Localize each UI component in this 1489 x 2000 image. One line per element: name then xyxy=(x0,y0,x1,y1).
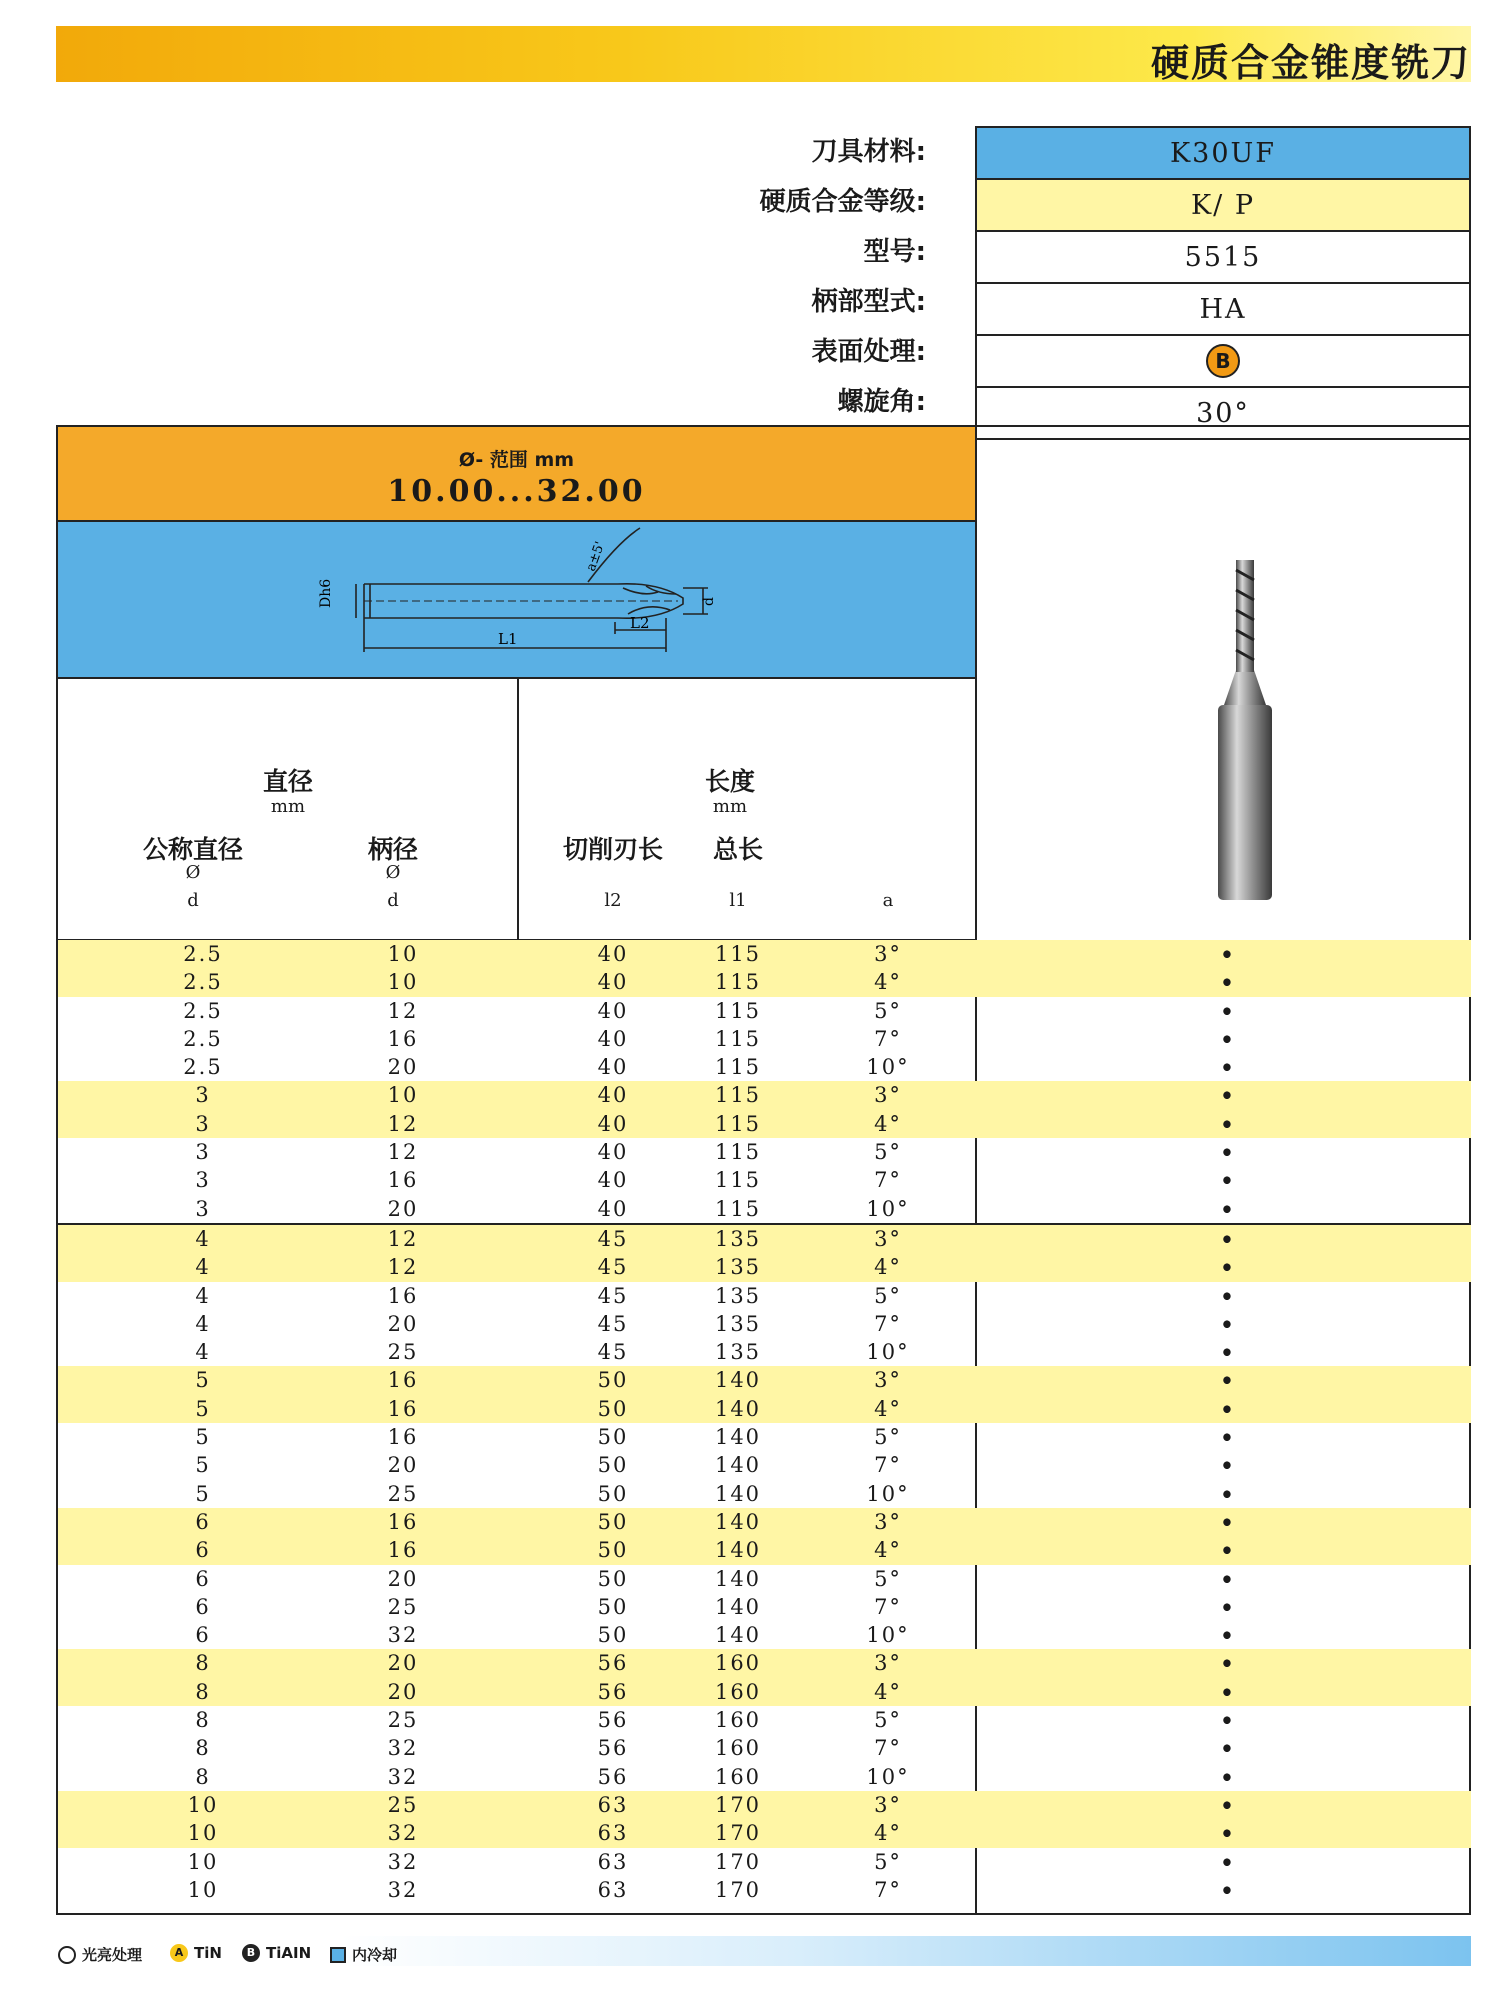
cell-cut-length: 40 xyxy=(597,1196,629,1221)
cell-cut-length: 40 xyxy=(597,1111,629,1136)
header-diameter: 直径 xyxy=(262,767,313,796)
cell-shank-diameter: 16 xyxy=(387,1168,419,1193)
cell-shank-diameter: 32 xyxy=(387,1623,419,1648)
cell-cut-length: 40 xyxy=(597,1140,629,1165)
cell-shank-diameter: 32 xyxy=(387,1821,419,1846)
cell-cut-length: 63 xyxy=(597,1792,629,1817)
dh6-label: Dh6 xyxy=(318,578,334,608)
cell-taper-angle: 3° xyxy=(874,1083,902,1108)
table-row xyxy=(58,968,1471,996)
cell-shank-diameter: 16 xyxy=(387,1283,419,1308)
table-row xyxy=(58,1451,1471,1479)
cell-total-length: 140 xyxy=(714,1566,762,1591)
cell-total-length: 170 xyxy=(714,1792,762,1817)
cell-total-length: 115 xyxy=(714,1168,762,1193)
cell-nominal-diameter: 6 xyxy=(195,1566,211,1591)
table-row xyxy=(58,1366,1471,1394)
header-nominal: 公称直径 xyxy=(142,835,243,864)
cell-taper-angle: 5° xyxy=(874,1140,902,1165)
cell-taper-angle: 7° xyxy=(874,1736,902,1761)
cell-total-length: 140 xyxy=(714,1594,762,1619)
legend xyxy=(58,1940,1471,1970)
availability-dot: • xyxy=(1220,1311,1236,1337)
l2-label: L2 xyxy=(630,614,650,632)
tialn-badge-icon: B xyxy=(242,1944,260,1962)
cell-cut-length: 45 xyxy=(597,1255,629,1280)
diameter-range xyxy=(58,427,975,522)
cell-cut-length: 50 xyxy=(597,1425,629,1450)
legend-tialn-label: TiAIN xyxy=(266,1944,312,1962)
cell-total-length: 115 xyxy=(714,998,762,1023)
table-row xyxy=(58,1166,1471,1194)
cell-taper-angle: 10° xyxy=(866,1055,910,1080)
cell-total-length: 140 xyxy=(714,1538,762,1563)
cell-cut-length: 40 xyxy=(597,1083,629,1108)
cell-nominal-diameter: 10 xyxy=(187,1821,219,1846)
cell-total-length: 140 xyxy=(714,1509,762,1534)
tin-badge-icon: A xyxy=(170,1944,188,1962)
availability-dot: • xyxy=(1220,1196,1236,1222)
cell-total-length: 170 xyxy=(714,1877,762,1902)
table-row xyxy=(58,1763,1471,1791)
cell-total-length: 115 xyxy=(714,1026,762,1051)
availability-dot: • xyxy=(1220,1140,1236,1166)
cell-shank-diameter: 10 xyxy=(387,970,419,995)
header-shank: 柄径 xyxy=(367,835,418,864)
cell-nominal-diameter: 5 xyxy=(195,1453,211,1478)
table-row xyxy=(58,997,1471,1025)
availability-dot: • xyxy=(1220,1708,1236,1734)
spec-model: 5515 xyxy=(976,231,1470,283)
header-total-length: 总长 xyxy=(712,835,763,864)
table-row xyxy=(58,1195,1471,1223)
header-cut-length: 切削刃长 xyxy=(562,835,663,864)
title-banner xyxy=(56,26,1471,85)
header-nominal-sym: Ø xyxy=(185,862,201,883)
cell-nominal-diameter: 6 xyxy=(195,1509,211,1534)
availability-dot: • xyxy=(1220,1226,1236,1252)
header-length: 长度 xyxy=(704,767,755,796)
table-row xyxy=(58,1536,1471,1564)
cell-shank-diameter: 25 xyxy=(387,1340,419,1365)
cell-taper-angle: 3° xyxy=(874,1509,902,1534)
legend-polished xyxy=(58,1944,142,1965)
cell-cut-length: 63 xyxy=(597,1877,629,1902)
availability-dot: • xyxy=(1220,1651,1236,1677)
cell-taper-angle: 5° xyxy=(874,1283,902,1308)
cell-nominal-diameter: 6 xyxy=(195,1538,211,1563)
cell-shank-diameter: 16 xyxy=(387,1396,419,1421)
availability-dot: • xyxy=(1220,1538,1236,1564)
table-row xyxy=(58,1081,1471,1109)
cell-total-length: 140 xyxy=(714,1396,762,1421)
cell-shank-diameter: 16 xyxy=(387,1538,419,1563)
availability-dot: • xyxy=(1220,1849,1236,1875)
cell-shank-diameter: 16 xyxy=(387,1026,419,1051)
legend-tin-label: TiN xyxy=(194,1944,222,1962)
cell-taper-angle: 7° xyxy=(874,1168,902,1193)
cell-total-length: 160 xyxy=(714,1736,762,1761)
cell-taper-angle: 3° xyxy=(874,1226,902,1251)
cell-taper-angle: 7° xyxy=(874,1594,902,1619)
cell-shank-diameter: 16 xyxy=(387,1368,419,1393)
cell-cut-length: 63 xyxy=(597,1821,629,1846)
table-row xyxy=(58,1053,1471,1081)
spec-label-coating: 表面处理: xyxy=(811,337,926,367)
cell-shank-diameter: 20 xyxy=(387,1679,419,1704)
cell-shank-diameter: 10 xyxy=(387,1083,419,1108)
angle-label: a±5' xyxy=(583,539,609,574)
cell-nominal-diameter: 3 xyxy=(195,1196,211,1221)
spec-coating xyxy=(976,335,1470,387)
cell-total-length: 160 xyxy=(714,1651,762,1676)
table-row xyxy=(58,1110,1471,1138)
cell-cut-length: 50 xyxy=(597,1566,629,1591)
table-header-divider xyxy=(517,679,519,939)
cell-total-length: 170 xyxy=(714,1821,762,1846)
header-total-var: l1 xyxy=(729,890,747,911)
cell-shank-diameter: 20 xyxy=(387,1453,419,1478)
cell-total-length: 135 xyxy=(714,1311,762,1336)
cell-taper-angle: 3° xyxy=(874,1792,902,1817)
cell-total-length: 140 xyxy=(714,1453,762,1478)
cell-nominal-diameter: 6 xyxy=(195,1594,211,1619)
header-diameter-unit: mm xyxy=(270,796,306,817)
cell-shank-diameter: 16 xyxy=(387,1509,419,1534)
cell-shank-diameter: 32 xyxy=(387,1849,419,1874)
legend-coolant-label: 内冷却 xyxy=(352,1946,398,1964)
availability-dot: • xyxy=(1220,1764,1236,1790)
cell-total-length: 170 xyxy=(714,1849,762,1874)
table-row xyxy=(58,1565,1471,1593)
cell-total-length: 160 xyxy=(714,1679,762,1704)
cell-total-length: 140 xyxy=(714,1425,762,1450)
table-row xyxy=(58,1310,1471,1338)
cell-shank-diameter: 25 xyxy=(387,1708,419,1733)
spec-label-grade: 硬质合金等级: xyxy=(759,187,926,217)
cell-shank-diameter: 32 xyxy=(387,1764,419,1789)
cell-cut-length: 45 xyxy=(597,1340,629,1365)
spec-labels xyxy=(700,127,932,427)
l1-label: L1 xyxy=(498,630,518,648)
cell-nominal-diameter: 5 xyxy=(195,1368,211,1393)
cell-total-length: 115 xyxy=(714,1196,762,1221)
legend-polished-label: 光亮处理 xyxy=(82,1946,143,1964)
cell-total-length: 160 xyxy=(714,1764,762,1789)
cell-nominal-diameter: 8 xyxy=(195,1679,211,1704)
table-row xyxy=(58,1706,1471,1734)
cell-cut-length: 50 xyxy=(597,1481,629,1506)
cell-nominal-diameter: 2.5 xyxy=(183,998,223,1023)
cell-taper-angle: 10° xyxy=(866,1481,910,1506)
cell-nominal-diameter: 2.5 xyxy=(183,1055,223,1080)
cell-nominal-diameter: 8 xyxy=(195,1736,211,1761)
cell-shank-diameter: 25 xyxy=(387,1792,419,1817)
cell-nominal-diameter: 5 xyxy=(195,1481,211,1506)
cell-taper-angle: 4° xyxy=(874,1396,902,1421)
cell-taper-angle: 7° xyxy=(874,1877,902,1902)
cell-nominal-diameter: 4 xyxy=(195,1283,211,1308)
table-row xyxy=(58,1621,1471,1649)
legend-tialn xyxy=(242,1944,311,1962)
cell-shank-diameter: 12 xyxy=(387,1255,419,1280)
cell-total-length: 160 xyxy=(714,1708,762,1733)
cell-taper-angle: 3° xyxy=(874,1651,902,1676)
cell-cut-length: 50 xyxy=(597,1538,629,1563)
cell-cut-length: 56 xyxy=(597,1708,629,1733)
cell-nominal-diameter: 4 xyxy=(195,1311,211,1336)
cell-cut-length: 45 xyxy=(597,1311,629,1336)
spec-shank: HA xyxy=(976,283,1470,335)
table-row xyxy=(58,1678,1471,1706)
cell-nominal-diameter: 10 xyxy=(187,1877,219,1902)
availability-dot: • xyxy=(1220,1055,1236,1081)
cell-nominal-diameter: 8 xyxy=(195,1764,211,1789)
cell-taper-angle: 5° xyxy=(874,998,902,1023)
legend-tin xyxy=(170,1944,222,1962)
spec-helix: 30° xyxy=(1196,397,1250,429)
cell-nominal-diameter: 10 xyxy=(187,1792,219,1817)
spec-label-shank: 柄部型式: xyxy=(811,287,926,317)
cell-total-length: 140 xyxy=(714,1368,762,1393)
cell-total-length: 140 xyxy=(714,1481,762,1506)
cell-taper-angle: 4° xyxy=(874,1821,902,1846)
spec-label-material: 刀具材料: xyxy=(811,137,926,167)
cell-taper-angle: 3° xyxy=(874,1368,902,1393)
cell-cut-length: 50 xyxy=(597,1509,629,1534)
availability-dot: • xyxy=(1220,970,1236,996)
cell-total-length: 115 xyxy=(714,1083,762,1108)
table-row xyxy=(58,1282,1471,1310)
cell-shank-diameter: 20 xyxy=(387,1196,419,1221)
cell-cut-length: 50 xyxy=(597,1623,629,1648)
availability-dot: • xyxy=(1220,1792,1236,1818)
cell-nominal-diameter: 6 xyxy=(195,1623,211,1648)
coating-badge-icon: B xyxy=(1206,344,1240,378)
cell-taper-angle: 7° xyxy=(874,1311,902,1336)
cell-shank-diameter: 20 xyxy=(387,1055,419,1080)
cell-cut-length: 45 xyxy=(597,1226,629,1251)
cell-taper-angle: 7° xyxy=(874,1453,902,1478)
cell-nominal-diameter: 4 xyxy=(195,1340,211,1365)
end-mill-drawing-icon xyxy=(58,522,975,677)
table-row xyxy=(58,1395,1471,1423)
cell-nominal-diameter: 3 xyxy=(195,1111,211,1136)
cell-cut-length: 40 xyxy=(597,998,629,1023)
cell-taper-angle: 10° xyxy=(866,1196,910,1221)
availability-dot: • xyxy=(1220,1877,1236,1903)
range-value: 10.00...32.00 xyxy=(387,474,646,509)
page-title: 硬质合金锥度铣刀 xyxy=(1150,41,1471,85)
availability-dot: • xyxy=(1220,1566,1236,1592)
cell-shank-diameter: 32 xyxy=(387,1877,419,1902)
cell-nominal-diameter: 5 xyxy=(195,1396,211,1421)
circle-icon xyxy=(58,1946,76,1964)
availability-dot: • xyxy=(1220,1509,1236,1535)
cell-shank-diameter: 10 xyxy=(387,942,419,966)
spec-grade: K/ P xyxy=(976,179,1470,231)
spec-material: K30UF xyxy=(976,127,1470,179)
availability-dot: • xyxy=(1220,1340,1236,1366)
cell-shank-diameter: 12 xyxy=(387,998,419,1023)
cell-taper-angle: 5° xyxy=(874,1849,902,1874)
cell-cut-length: 45 xyxy=(597,1283,629,1308)
availability-dot: • xyxy=(1220,998,1236,1024)
cell-total-length: 115 xyxy=(714,942,762,966)
product-rows xyxy=(58,940,1471,1904)
cell-taper-angle: 5° xyxy=(874,1708,902,1733)
cell-cut-length: 50 xyxy=(597,1368,629,1393)
cell-total-length: 135 xyxy=(714,1255,762,1280)
header-angle-var: a xyxy=(882,890,894,911)
cell-cut-length: 40 xyxy=(597,942,629,966)
table-row xyxy=(58,1025,1471,1053)
cell-shank-diameter: 25 xyxy=(387,1481,419,1506)
availability-dot: • xyxy=(1220,1736,1236,1762)
availability-dot: • xyxy=(1220,942,1236,967)
cell-cut-length: 40 xyxy=(597,1055,629,1080)
availability-dot: • xyxy=(1220,1283,1236,1309)
table-row xyxy=(58,1480,1471,1508)
cell-nominal-diameter: 4 xyxy=(195,1226,211,1251)
availability-dot: • xyxy=(1220,1368,1236,1394)
cell-total-length: 140 xyxy=(714,1623,762,1648)
availability-dot: • xyxy=(1220,1111,1236,1137)
cell-shank-diameter: 20 xyxy=(387,1651,419,1676)
spec-label-model: 型号: xyxy=(863,237,926,267)
end-mill-photo-icon xyxy=(1210,555,1280,905)
cell-taper-angle: 7° xyxy=(874,1026,902,1051)
availability-dot: • xyxy=(1220,1425,1236,1451)
cell-cut-length: 40 xyxy=(597,1168,629,1193)
cell-taper-angle: 4° xyxy=(874,970,902,995)
availability-dot: • xyxy=(1220,1481,1236,1507)
cell-taper-angle: 4° xyxy=(874,1255,902,1280)
cell-total-length: 115 xyxy=(714,1111,762,1136)
availability-dot: • xyxy=(1220,1396,1236,1422)
cell-cut-length: 56 xyxy=(597,1679,629,1704)
technical-drawing xyxy=(58,522,975,679)
cell-nominal-diameter: 3 xyxy=(195,1083,211,1108)
availability-dot: • xyxy=(1220,1453,1236,1479)
table-row xyxy=(58,940,1471,968)
cell-shank-diameter: 20 xyxy=(387,1566,419,1591)
availability-dot: • xyxy=(1220,1168,1236,1194)
availability-dot: • xyxy=(1220,1594,1236,1620)
cell-nominal-diameter: 5 xyxy=(195,1425,211,1450)
cell-nominal-diameter: 3 xyxy=(195,1140,211,1165)
header-shank-var: d xyxy=(387,890,399,911)
cell-shank-diameter: 20 xyxy=(387,1311,419,1336)
cell-total-length: 115 xyxy=(714,1055,762,1080)
cell-total-length: 135 xyxy=(714,1226,762,1251)
cell-nominal-diameter: 10 xyxy=(187,1849,219,1874)
cell-shank-diameter: 12 xyxy=(387,1111,419,1136)
cell-cut-length: 56 xyxy=(597,1651,629,1676)
cell-shank-diameter: 25 xyxy=(387,1594,419,1619)
cell-taper-angle: 10° xyxy=(866,1623,910,1648)
cell-nominal-diameter: 2.5 xyxy=(183,1026,223,1051)
cell-shank-diameter: 16 xyxy=(387,1425,419,1450)
spec-table xyxy=(975,126,1471,440)
header-shank-sym: Ø xyxy=(385,862,401,883)
coolant-square-icon xyxy=(330,1947,346,1963)
availability-dot: • xyxy=(1220,1026,1236,1052)
cell-taper-angle: 4° xyxy=(874,1111,902,1136)
header-length-unit: mm xyxy=(712,796,748,817)
cell-total-length: 115 xyxy=(714,1140,762,1165)
cell-cut-length: 50 xyxy=(597,1594,629,1619)
cell-cut-length: 56 xyxy=(597,1736,629,1761)
table-row xyxy=(58,1593,1471,1621)
cell-cut-length: 40 xyxy=(597,970,629,995)
cell-cut-length: 56 xyxy=(597,1764,629,1789)
table-row xyxy=(58,1819,1471,1847)
cell-cut-length: 50 xyxy=(597,1396,629,1421)
cell-taper-angle: 4° xyxy=(874,1538,902,1563)
table-row xyxy=(58,1138,1471,1166)
table-row xyxy=(58,1649,1471,1677)
cell-taper-angle: 3° xyxy=(874,942,902,966)
availability-dot: • xyxy=(1220,1083,1236,1109)
cell-taper-angle: 4° xyxy=(874,1679,902,1704)
cell-taper-angle: 10° xyxy=(866,1340,910,1365)
cell-nominal-diameter: 4 xyxy=(195,1255,211,1280)
cell-nominal-diameter: 8 xyxy=(195,1708,211,1733)
availability-dot: • xyxy=(1220,1623,1236,1649)
cell-taper-angle: 5° xyxy=(874,1425,902,1450)
spec-label-helix: 螺旋角: xyxy=(837,387,926,417)
cell-total-length: 135 xyxy=(714,1340,762,1365)
header-cut-var: l2 xyxy=(604,890,622,911)
cell-cut-length: 50 xyxy=(597,1453,629,1478)
cell-nominal-diameter: 2.5 xyxy=(183,942,223,966)
cell-taper-angle: 5° xyxy=(874,1566,902,1591)
cell-taper-angle: 10° xyxy=(866,1764,910,1789)
legend-coolant xyxy=(330,1944,397,1965)
availability-dot: • xyxy=(1220,1255,1236,1281)
d-label: d xyxy=(701,597,717,606)
cell-cut-length: 63 xyxy=(597,1849,629,1874)
table-row xyxy=(58,1253,1471,1281)
availability-dot: • xyxy=(1220,1821,1236,1847)
availability-dot: • xyxy=(1220,1679,1236,1705)
cell-shank-diameter: 12 xyxy=(387,1140,419,1165)
table-row xyxy=(58,1223,1471,1253)
cell-nominal-diameter: 8 xyxy=(195,1651,211,1676)
table-row xyxy=(58,1508,1471,1536)
range-label: Ø- 范围 mm xyxy=(458,449,575,471)
cell-total-length: 115 xyxy=(714,970,762,995)
cell-shank-diameter: 12 xyxy=(387,1226,419,1251)
table-row xyxy=(58,1876,1471,1904)
cell-total-length: 135 xyxy=(714,1283,762,1308)
table-row xyxy=(58,1734,1471,1762)
cell-nominal-diameter: 2.5 xyxy=(183,970,223,995)
cell-cut-length: 40 xyxy=(597,1026,629,1051)
table-row xyxy=(58,1791,1471,1819)
table-row xyxy=(58,1338,1471,1366)
header-nominal-var: d xyxy=(187,890,199,911)
table-row xyxy=(58,1848,1471,1876)
cell-nominal-diameter: 3 xyxy=(195,1168,211,1193)
table-row xyxy=(58,1423,1471,1451)
cell-shank-diameter: 32 xyxy=(387,1736,419,1761)
